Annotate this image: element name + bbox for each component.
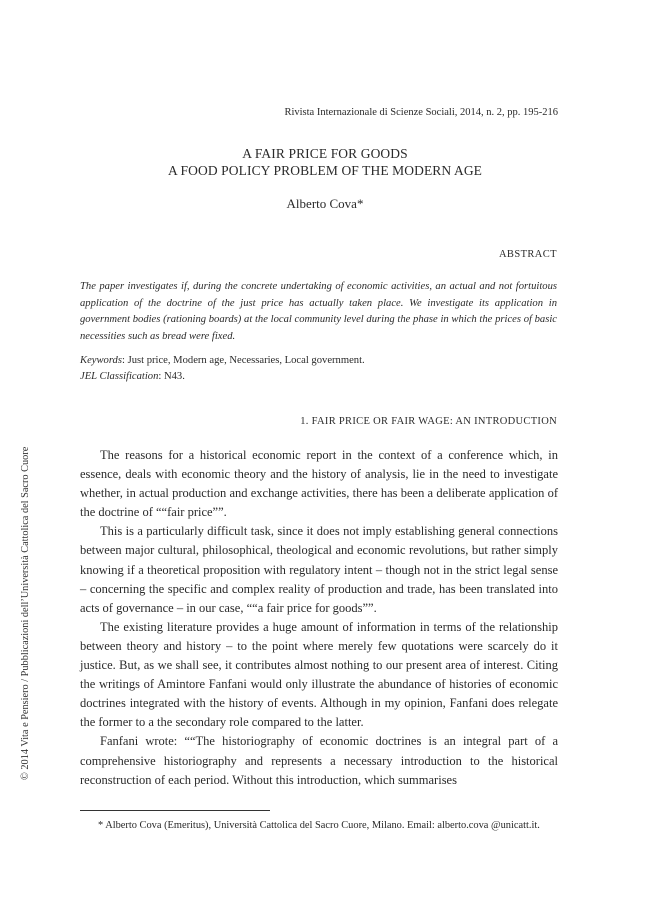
body-paragraph: Fanfani wrote: ““The historiography of economic doctrines is an integral part of a comprehensive historiography and represents a necessary introduction to the historical reconstruction of each period. Without this introduction, which summarises <box>80 734 558 787</box>
jel-line <box>80 369 557 385</box>
keywords-label: Keywords <box>80 355 122 366</box>
jel-label: JEL Classification <box>80 371 159 382</box>
author-name: Alberto Cova* <box>286 196 364 211</box>
keywords-value: : Just price, Modern age, Necessaries, Local government. <box>121 355 365 366</box>
article-title <box>0 145 650 179</box>
journal-citation: Rivista Internazionale di Scienze Sociali, 2014, n. 2, pp. 195-216 <box>284 107 558 118</box>
title-line-1: A FAIR PRICE FOR GOODS <box>242 146 408 161</box>
body-paragraph: The existing literature provides a huge amount of information in terms of the relationship between theory and history – to the point where merely few quotations were scarcely do it justice. But, as we shall see, it contributes almost nothing to our present area of interest. Citing the writings of Amintore Fanfani would only illustrate the abundance of histories of economic doctrines integrated with the history of events. Although in my opinion, Fanfani does relegate the former to a the secondary role compared to the latter. <box>80 619 558 730</box>
footnote: * Alberto Cova (Emeritus), Università Cattolica del Sacro Cuore, Milano. Email: alberto.cova @unicatt.it. <box>98 820 540 831</box>
keywords-block <box>80 353 557 385</box>
abstract-text: The paper investigates if, during the concrete undertaking of economic activities, an actual and not fortuitous application of the doctrine of the just price has actually taken place. We investigate its application in government bodies (rationing boards) at the local community level during the phase in which the prices of basic necessities such as bread were fixed. <box>80 281 557 342</box>
keywords-line <box>80 353 557 369</box>
copyright-sidebar: © 2014 Vita e Pensiero / Pubblicazioni dell’Università Cattolica del Sacro Cuore <box>20 446 31 780</box>
body-text <box>80 446 558 790</box>
footnote-divider <box>80 810 270 811</box>
abstract-heading: ABSTRACT <box>498 249 557 260</box>
body-paragraph: The reasons for a historical economic report in the context of a conference which, in essence, deals with economic theory and the history of analysis, lie in the need to investigate whether, in actual production and exchange activities, there has been a deliberate application of the doctrine of ““fair price””. <box>80 448 558 520</box>
title-line-2: A FOOD POLICY PROBLEM OF THE MODERN AGE <box>167 163 483 178</box>
jel-value: : N43. <box>158 371 185 382</box>
body-paragraph: This is a particularly difficult task, since it does not imply establishing general connections between major cultural, philosophical, theological and economic revolutions, but rather simply knowing if a theoretical proposition with regulatory intent – though not in the strict legal sense – concerning the specific and complex reality of production and trade, has been translated into acts of governance – in our case, ““a fair price for goods””. <box>80 524 558 615</box>
section-heading: 1. FAIR PRICE OR FAIR WAGE: AN INTRODUCTION <box>300 416 557 427</box>
